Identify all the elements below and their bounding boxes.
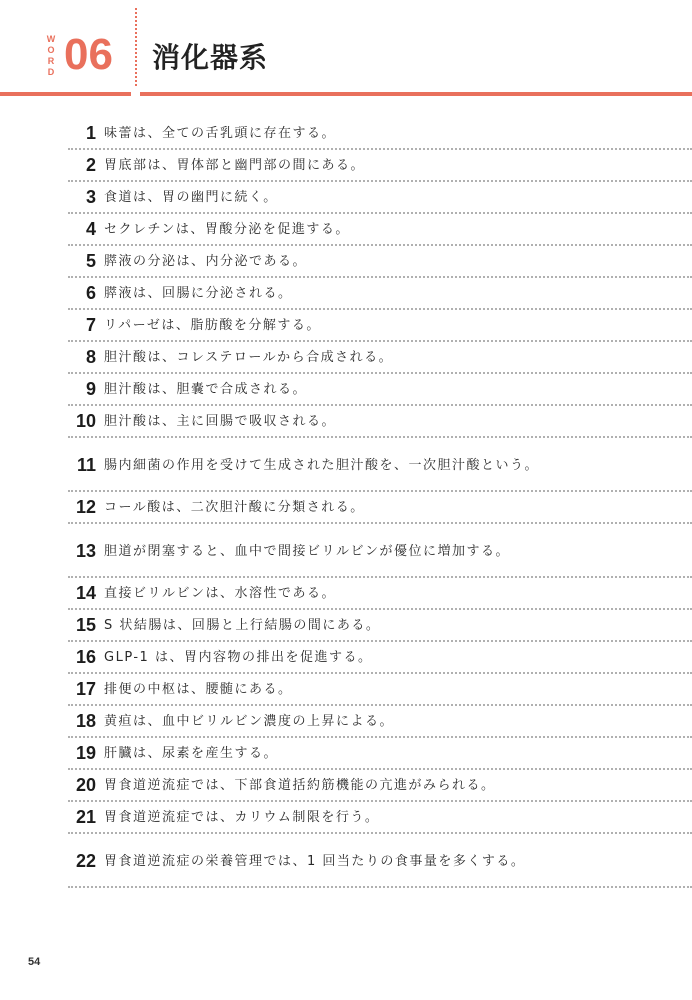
item-number: 3 bbox=[85, 187, 96, 207]
item-text: 胆汁酸は、主に回腸で吸収される。 bbox=[104, 414, 337, 429]
item-text: 黄疸は、血中ビリルビン濃度の上昇による。 bbox=[104, 714, 395, 729]
list-item bbox=[68, 374, 692, 406]
list-item bbox=[68, 770, 692, 802]
item-number: 15 bbox=[75, 615, 96, 635]
list-item bbox=[68, 118, 692, 150]
item-text: 膵液は、回腸に分泌される。 bbox=[104, 286, 293, 301]
item-number: 5 bbox=[85, 251, 96, 271]
list-item bbox=[68, 578, 692, 610]
item-number: 9 bbox=[85, 379, 96, 399]
word-label bbox=[45, 34, 57, 78]
item-number: 19 bbox=[75, 743, 96, 763]
word-label-letter: W bbox=[46, 34, 56, 44]
item-number: 6 bbox=[85, 283, 96, 303]
header-rule-right bbox=[140, 92, 692, 96]
item-number: 14 bbox=[75, 583, 96, 603]
list-item bbox=[68, 738, 692, 770]
item-text: リパーゼは、脂肪酸を分解する。 bbox=[104, 318, 321, 333]
item-text: 胃食道逆流症の栄養管理では、1 回当たりの食事量を多くする。 bbox=[104, 854, 526, 869]
page-number: 54 bbox=[28, 956, 41, 968]
item-text: 味蕾は、全ての舌乳頭に存在する。 bbox=[104, 126, 337, 141]
word-label-letter: D bbox=[47, 67, 55, 77]
item-number: 2 bbox=[85, 155, 96, 175]
list-item bbox=[68, 610, 692, 642]
list-item bbox=[68, 438, 692, 492]
item-number: 4 bbox=[85, 219, 96, 239]
item-text: 胆汁酸は、胆嚢で合成される。 bbox=[104, 382, 308, 397]
list-item bbox=[68, 706, 692, 738]
list-item bbox=[68, 246, 692, 278]
list-item bbox=[68, 150, 692, 182]
item-number: 22 bbox=[75, 851, 96, 871]
item-text: セクレチンは、胃酸分泌を促進する。 bbox=[104, 222, 350, 237]
item-number: 12 bbox=[75, 497, 96, 517]
item-text: 腸内細菌の作用を受けて生成された胆汁酸を、一次胆汁酸という。 bbox=[104, 458, 540, 473]
item-number: 21 bbox=[75, 807, 96, 827]
list-item bbox=[68, 406, 692, 438]
list-item bbox=[68, 492, 692, 524]
word-label-letter: R bbox=[47, 56, 55, 66]
list-item bbox=[68, 214, 692, 246]
item-text: 膵液の分泌は、内分泌である。 bbox=[104, 254, 308, 269]
item-text: GLP-1 は、胃内容物の排出を促進する。 bbox=[104, 650, 373, 665]
list-item bbox=[68, 642, 692, 674]
item-text: 胃底部は、胃体部と幽門部の間にある。 bbox=[104, 158, 366, 173]
item-number: 8 bbox=[85, 347, 96, 367]
item-number: 20 bbox=[75, 775, 96, 795]
list-item bbox=[68, 278, 692, 310]
list-item bbox=[68, 802, 692, 834]
item-number: 11 bbox=[76, 455, 96, 475]
item-text: 肝臓は、尿素を産生する。 bbox=[104, 746, 279, 761]
item-number: 16 bbox=[75, 647, 96, 667]
list-item bbox=[68, 182, 692, 214]
item-number: 7 bbox=[85, 315, 96, 335]
header-divider bbox=[135, 8, 137, 86]
chapter-title: 消化器系 bbox=[152, 41, 269, 74]
list-item bbox=[68, 524, 692, 578]
list-item bbox=[68, 342, 692, 374]
item-number: 10 bbox=[75, 411, 96, 431]
item-text: 排便の中枢は、腰髄にある。 bbox=[104, 682, 293, 697]
item-number: 18 bbox=[75, 711, 96, 731]
chapter-header bbox=[0, 0, 692, 110]
item-text: 胃食道逆流症では、下部食道括約筋機能の亢進がみられる。 bbox=[104, 778, 496, 793]
item-text: 食道は、胃の幽門に続く。 bbox=[104, 190, 278, 205]
item-text: 胆汁酸は、コレステロールから合成される。 bbox=[104, 350, 394, 365]
list-item bbox=[68, 310, 692, 342]
item-text: 胆道が閉塞すると、血中で間接ビリルビンが優位に増加する。 bbox=[104, 544, 511, 559]
item-text: コール酸は、二次胆汁酸に分類される。 bbox=[104, 500, 365, 515]
chapter-number: 06 bbox=[64, 30, 113, 79]
item-text: 胃食道逆流症では、カリウム制限を行う。 bbox=[104, 810, 380, 825]
item-text: 直接ビリルビンは、水溶性である。 bbox=[104, 586, 337, 601]
header-rule-left bbox=[0, 92, 131, 96]
item-number: 1 bbox=[85, 123, 96, 143]
list-item bbox=[68, 674, 692, 706]
item-text: S 状結腸は、回腸と上行結腸の間にある。 bbox=[104, 618, 381, 633]
item-number: 17 bbox=[75, 679, 96, 699]
word-label-letter: O bbox=[47, 45, 55, 55]
item-number: 13 bbox=[75, 541, 96, 561]
list-item bbox=[68, 834, 692, 888]
